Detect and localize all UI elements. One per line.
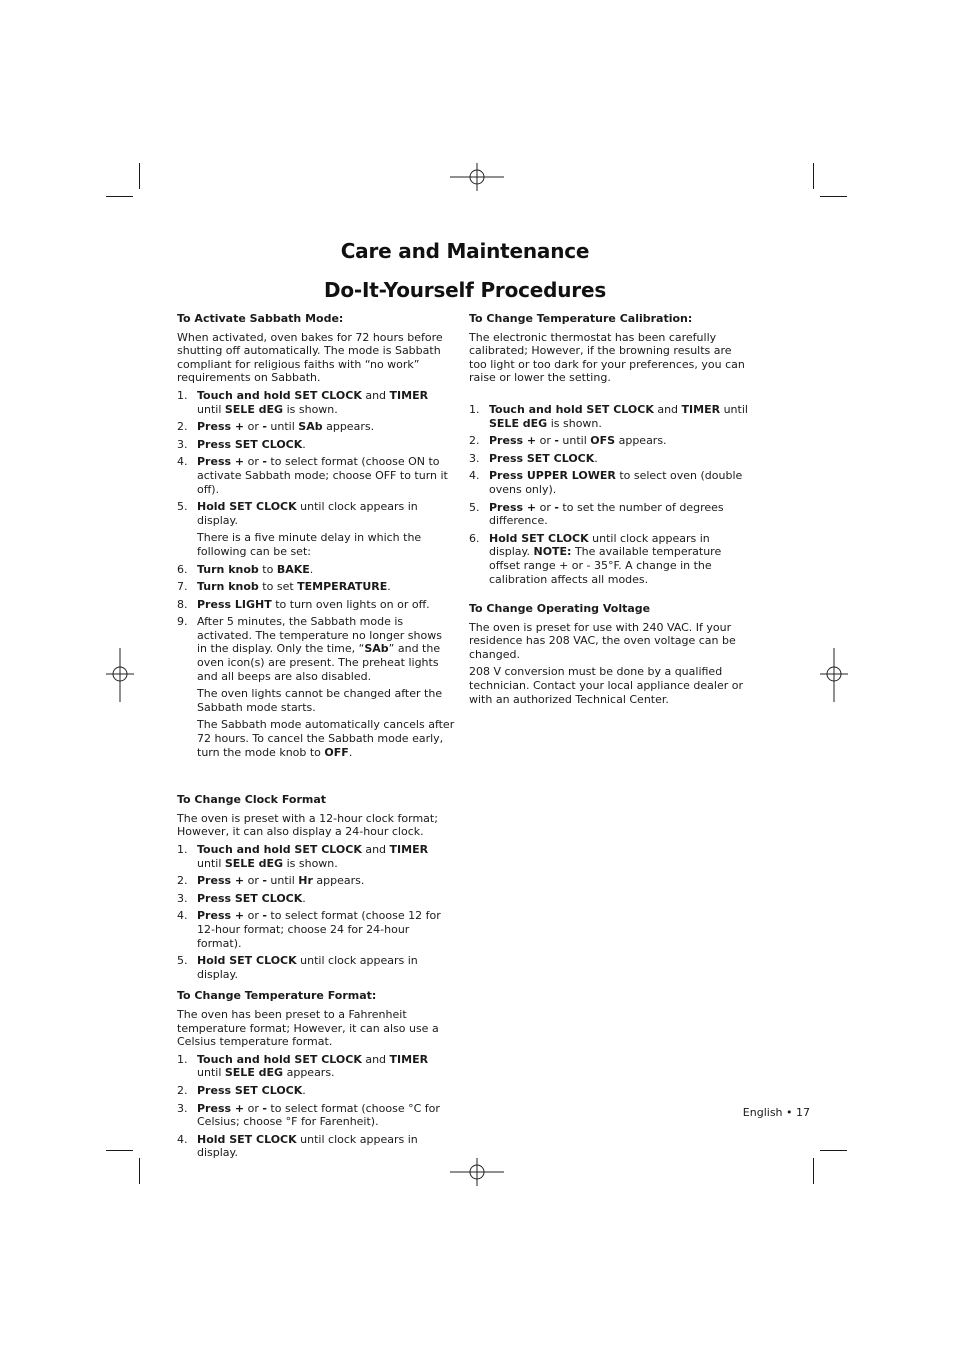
clock-format-section [177, 793, 455, 981]
section-heading: To Change Temperature Format: [177, 989, 377, 1003]
step-text-run: or [536, 434, 555, 448]
registration-mark-icon [450, 163, 504, 191]
step-item [177, 843, 455, 870]
step-item [469, 434, 751, 448]
step-keyword: - [262, 1101, 267, 1115]
page-subtitle: Do-It-Yourself Procedures [323, 278, 607, 302]
step-text [197, 1084, 455, 1098]
step-text [197, 563, 455, 577]
step-keyword: Press + [489, 500, 537, 514]
step-keyword: SAb [364, 642, 389, 656]
crop-mark [813, 1158, 814, 1184]
step-text-run: or [244, 874, 263, 888]
step-note-text: The oven lights cannot be changed after the Sabbath mode starts. [197, 687, 443, 714]
step-number: 9. [177, 615, 188, 629]
step-item [177, 580, 455, 594]
section-heading: To Change Operating Voltage [469, 602, 651, 616]
step-text-run: to select format (choose 12 for 12-hour format; choose 24 for 24-hour format). [197, 909, 441, 950]
step-text [197, 598, 455, 612]
step-text [197, 909, 455, 950]
step-item [469, 501, 751, 528]
step-text-run: or [536, 500, 555, 514]
step-item [469, 532, 751, 586]
step-item [177, 874, 455, 888]
temperature-format-section [177, 989, 455, 1160]
step-item [177, 615, 455, 759]
section-intro: The oven is preset with a 12-hour clock format; However, it can also display a 24-hour clock. [177, 811, 438, 839]
step-item [177, 1133, 455, 1160]
step-number: 5. [177, 500, 188, 514]
step-text [489, 532, 751, 586]
sabbath-section [177, 312, 455, 759]
step-item [177, 1102, 455, 1129]
step-text-run: appears. [615, 434, 667, 448]
step-text-run: . [302, 891, 306, 905]
step-keyword: SELE dEG [489, 416, 548, 430]
step-text [197, 954, 455, 981]
step-item [177, 455, 455, 496]
step-keyword: Press + [197, 909, 245, 923]
step-text-run: to set [258, 580, 298, 594]
step-text-run: . [309, 562, 314, 576]
step-item [177, 909, 455, 950]
step-keyword: Press LIGHT [197, 597, 272, 611]
step-text-run: to set the number of degrees difference. [489, 500, 724, 528]
step-keyword: Touch and hold SET CLOCK [197, 388, 362, 402]
step-keyword: BAKE [276, 562, 310, 576]
step-text-run: until clock appears in display. [197, 500, 418, 527]
step-keyword: TIMER [389, 1052, 429, 1066]
step-number: 1. [177, 1052, 188, 1066]
step-keyword: - [262, 420, 267, 434]
voltage-section [469, 602, 751, 706]
registration-mark-icon [450, 1158, 504, 1186]
section-heading: To Activate Sabbath Mode: [177, 312, 344, 325]
step-text-run: . [387, 580, 391, 594]
step-keyword: Hold SET CLOCK [197, 500, 297, 514]
crop-mark [139, 163, 140, 189]
step-number: 3. [177, 1101, 188, 1115]
section-intro: The oven has been preset to a Fahrenheit temperature format; However, it can also use a Celsius temperature format. [177, 1007, 439, 1049]
step-text [197, 389, 455, 416]
step-text-run: until clock appears in display. [197, 1132, 418, 1160]
step-text-run: . [302, 437, 306, 451]
step-keyword: OFS [590, 434, 616, 448]
step-keyword: Touch and hold SET CLOCK [489, 402, 654, 416]
page-title: Care and Maintenance [340, 239, 590, 263]
step-number: 1. [177, 843, 188, 856]
step-text [489, 452, 751, 466]
step-number: 2. [177, 874, 188, 888]
step-keyword: SAb [298, 420, 323, 434]
left-column [177, 312, 455, 1168]
crop-mark [813, 163, 814, 189]
step-note [197, 718, 455, 759]
step-keyword: Turn knob [197, 580, 259, 594]
step-keyword: - [262, 874, 267, 888]
step-text-run: to [258, 562, 277, 576]
step-keyword: SELE dEG [224, 856, 284, 870]
step-text-run: After 5 minutes, the Sabbath mode is activated. The temperature no longer shows in the display. Only the time, “ [197, 615, 442, 656]
step-text-run: until [558, 434, 591, 448]
step-text-run: until [197, 402, 225, 416]
step-text [489, 403, 751, 430]
step-keyword: Press SET CLOCK [197, 891, 303, 905]
step-text-run: and [361, 843, 390, 856]
step-number: 2. [177, 420, 188, 434]
step-keyword: Press + [197, 1101, 245, 1115]
step-keyword: Hr [298, 874, 313, 888]
step-text-run: appears. [312, 874, 365, 888]
crop-mark [820, 196, 847, 197]
step-keyword: - [262, 455, 267, 469]
step-keyword: TEMPERATURE [297, 580, 388, 594]
step-text-run: until clock appears in display. [489, 531, 710, 559]
step-keyword: Press + [489, 434, 537, 448]
step-item [177, 438, 455, 452]
step-text-run: appears. [283, 1066, 335, 1080]
step-text [489, 469, 751, 496]
step-number: 6. [469, 531, 480, 545]
step-item [469, 469, 751, 496]
step-item [177, 1084, 455, 1098]
step-number: 3. [177, 891, 188, 905]
step-keyword: Press UPPER LOWER [489, 469, 616, 483]
step-number: 8. [177, 597, 188, 611]
step-text [197, 1133, 455, 1160]
step-keyword: - [554, 500, 559, 514]
step-number: 2. [469, 434, 480, 448]
right-column [469, 312, 751, 714]
step-item [177, 1053, 455, 1080]
step-keyword: Press SET CLOCK [489, 451, 595, 465]
step-number: 3. [469, 451, 480, 465]
crop-mark [106, 1150, 133, 1151]
section-intro: When activated, oven bakes for 72 hours before shutting off automatically. The mode is Sabbath compliant for religious faiths with “no work” requirements on Sabbath. [177, 330, 443, 385]
step-text [489, 501, 751, 528]
step-item [469, 403, 751, 430]
step-text-run: to select oven (double ovens only). [489, 469, 743, 496]
step-keyword: TIMER [389, 388, 429, 402]
step-text-run: appears. [322, 420, 375, 434]
step-keyword: Turn knob [197, 562, 259, 576]
step-note [197, 531, 455, 558]
step-list [177, 389, 455, 759]
step-list [177, 843, 455, 981]
page-footer: English • 17 [742, 1106, 810, 1119]
crop-mark [820, 1150, 847, 1151]
step-keyword: TIMER [681, 402, 721, 416]
step-list [177, 1053, 455, 1160]
step-text-run: or [244, 420, 263, 434]
step-text-run: to select format (choose ON to activate Sabbath mode; choose OFF to turn it off). [197, 455, 448, 496]
step-number: 7. [177, 580, 188, 594]
registration-mark-icon [106, 648, 134, 702]
step-text-run: until [197, 856, 225, 870]
step-number: 5. [177, 954, 188, 968]
calibration-section [469, 312, 751, 586]
step-item [177, 420, 455, 434]
step-text-run: and [361, 388, 390, 402]
step-number: 4. [177, 1132, 188, 1146]
step-text-run: is shown. [283, 856, 338, 870]
step-keyword: Hold SET CLOCK [197, 1132, 297, 1146]
step-item [177, 954, 455, 981]
step-keyword: Press SET CLOCK [197, 437, 303, 451]
step-number: 5. [469, 500, 480, 514]
step-note [197, 687, 455, 714]
step-item [469, 452, 751, 466]
step-number: 1. [469, 402, 480, 416]
step-text [197, 874, 455, 888]
step-keyword: Hold SET CLOCK [489, 531, 589, 545]
step-number: 2. [177, 1083, 188, 1097]
step-keyword: Touch and hold SET CLOCK [197, 1052, 362, 1066]
section-intro: The electronic thermostat has been carefully calibrated; However, if the browning results are too light or too dark for your preferences, you can raise or lower the setting. [469, 330, 745, 385]
step-number: 3. [177, 437, 188, 451]
step-text-run: . [348, 745, 353, 759]
step-text [197, 843, 455, 870]
step-text-run: is shown. [547, 416, 602, 430]
step-item [177, 892, 455, 906]
crop-mark [139, 1158, 140, 1184]
step-text [489, 434, 751, 448]
step-keyword: SELE dEG [224, 402, 284, 416]
step-text-run: until clock appears in display. [197, 954, 418, 981]
step-note-text: There is a five minute delay in which the following can be set: [197, 531, 422, 558]
step-keyword: Press + [197, 420, 245, 434]
step-keyword: Hold SET CLOCK [197, 954, 297, 968]
step-keyword: Press + [197, 874, 245, 888]
step-text [197, 420, 455, 434]
step-keyword: Press + [197, 455, 245, 469]
step-keyword: TIMER [389, 843, 429, 856]
step-list [469, 403, 751, 586]
step-text [197, 1053, 455, 1080]
step-number: 4. [177, 909, 188, 923]
step-text-run: to turn oven lights on or off. [271, 597, 430, 611]
step-text-run: or [244, 1101, 263, 1115]
step-text-run: The available temperature offset range + or - 35°F. A change in the calibration affects all modes. [489, 545, 722, 586]
step-text-run: ” and the oven icon(s) are present. The preheat lights and all beeps are also disabled. [197, 642, 441, 683]
step-text-run: is shown. [283, 402, 338, 416]
step-text [197, 500, 455, 558]
step-number: 1. [177, 388, 188, 402]
step-text-run: until [266, 874, 299, 888]
step-text-run: until [720, 402, 748, 416]
step-note-text: The Sabbath mode automatically cancels after 72 hours. To cancel the Sabbath mode early, turn the mode knob to [197, 718, 455, 759]
step-item [177, 389, 455, 416]
step-text-run: . [302, 1083, 306, 1097]
step-text [197, 438, 455, 452]
step-text-run: until [197, 1066, 225, 1080]
paragraph: The oven is preset for use with 240 VAC. If your residence has 208 VAC, the oven voltage can be changed. [469, 620, 736, 661]
step-keyword: NOTE: [533, 545, 572, 559]
crop-mark [106, 196, 133, 197]
step-text-run: until [266, 420, 299, 434]
step-number: 6. [177, 562, 188, 576]
step-text-run: or [244, 455, 263, 469]
step-keyword: - [262, 909, 267, 923]
step-number: 4. [177, 455, 188, 469]
paragraph: 208 V conversion must be done by a qualified technician. Contact your local appliance dealer or with an authorized Technical Center. [469, 665, 744, 706]
registration-mark-icon [820, 648, 848, 702]
step-number: 4. [469, 469, 480, 483]
step-keyword: Press SET CLOCK [197, 1083, 303, 1097]
step-text [197, 1102, 455, 1129]
step-keyword: Touch and hold SET CLOCK [197, 843, 362, 856]
step-text [197, 892, 455, 906]
step-text [197, 455, 455, 496]
step-text [197, 615, 455, 759]
step-text-run: and [653, 402, 682, 416]
step-item [177, 500, 455, 558]
step-text-run: to select format (choose °C for Celsius; choose °F for Farenheit). [197, 1101, 440, 1129]
step-keyword: SELE dEG [224, 1066, 284, 1080]
step-text-run: and [361, 1052, 390, 1066]
step-keyword: - [554, 434, 559, 448]
step-text-run: or [244, 909, 263, 923]
step-item [177, 563, 455, 577]
section-heading: To Change Temperature Calibration: [469, 312, 693, 325]
step-keyword: OFF [324, 745, 349, 759]
step-item [177, 598, 455, 612]
step-text-run: . [594, 451, 598, 465]
step-text [197, 580, 455, 594]
section-heading: To Change Clock Format [177, 793, 327, 807]
